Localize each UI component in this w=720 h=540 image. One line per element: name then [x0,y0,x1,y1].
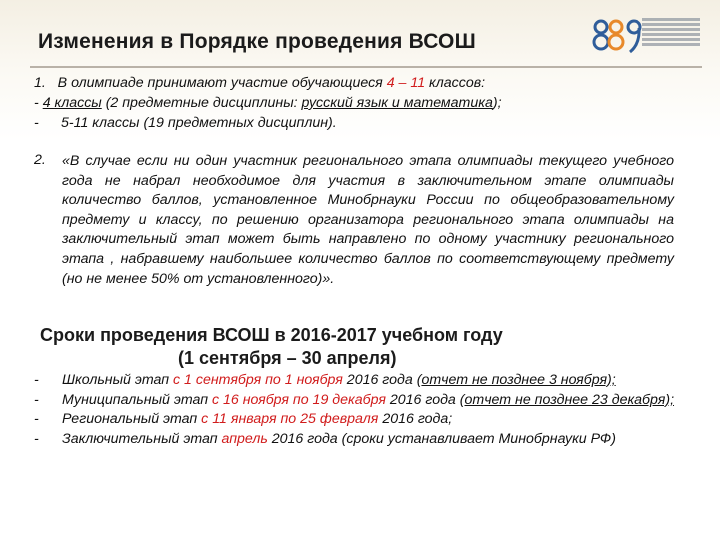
point2-text: «В случае если ни один участник регионального этапа олимпиады текущего учебного года не набрал необходимое для участия в заключительном этапе олимпиады количество баллов, установленное Минобрнауки России по общеобразовательному предмету и классу, по решению организатора регионального этапа олимпиады на заключительный этап может быть направлено по одному участнику регионального этапа , набравшему наибольшее количество баллов по соответствующему предмету (но не менее 50% от установленного)». [62,153,674,287]
point2-number: 2. [34,152,46,168]
schedule-item-school: - Школьный этап с 1 сентября по 1 ноября 2016 года (отчет не позднее 3 ноября); [34,372,616,388]
logo-caption-lines [642,18,700,48]
page-title: Изменения в Порядке проведения ВСОШ [38,30,476,53]
schedule-item-regional: - Региональный этап с 11 января по 25 февраля 2016 года; [34,411,453,428]
point1-item-5-11-grades: - 5-11 классы (19 предметных дисциплин). [34,115,337,131]
header-divider [30,66,702,68]
organization-logo [592,14,704,66]
schedule-item-municipal: - Муниципальный этап с 16 ноября по 19 декабря 2016 года (отчет не позднее 23 декабря); [34,391,675,408]
schedule-item-final: - Заключительный этап апрель 2016 года (сроки устанавливает Минобрнауки РФ) [34,430,616,447]
logo-figures-icon [592,14,648,58]
point1-item-4-grade: - 4 классы (2 предметные дисциплины: русский язык и математика); [34,95,502,111]
grades-range: 4 – 11 [386,75,426,91]
point1-intro: 1. В олимпиаде принимают участие обучающиеся 4 – 11 классов: [34,75,486,91]
schedule-title: Сроки проведения ВСОШ в 2016-2017 учебном году (1 сентября – 30 апреля) [40,325,503,368]
schedule-list [34,371,674,449]
